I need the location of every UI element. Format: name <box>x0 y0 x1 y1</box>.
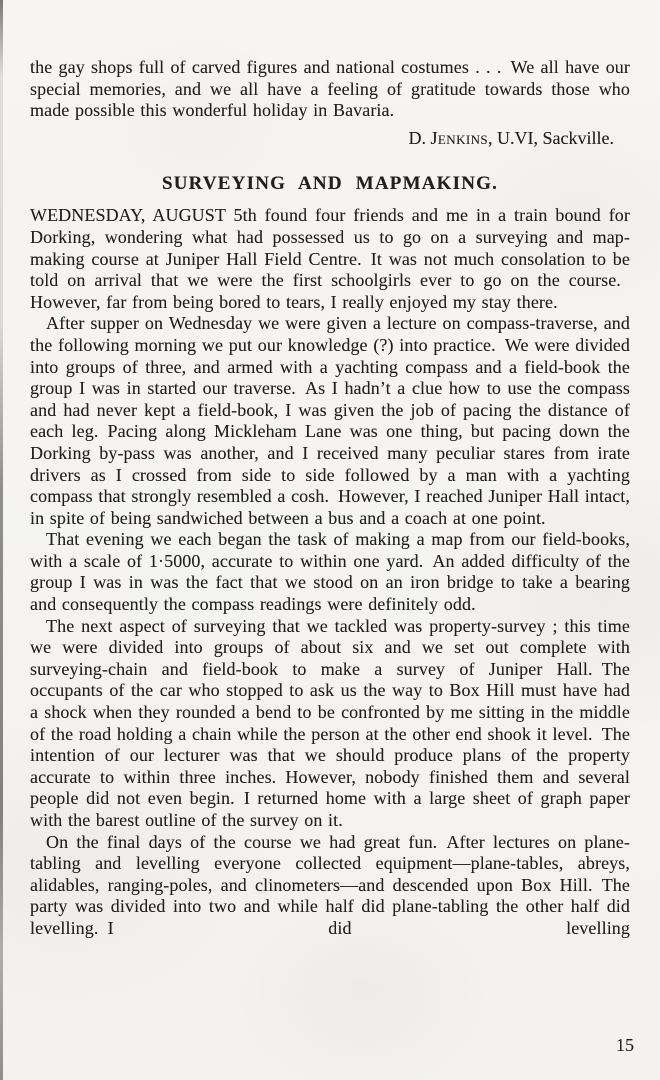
article-heading: SURVEYING AND MAPMAKING. <box>161 173 499 195</box>
text-column <box>30 57 630 940</box>
attribution-author-name: Jenkins <box>430 127 489 148</box>
article-paragraph-4: The next aspect of surveying that we tackled was property-survey ; this time we were divided into groups of about six and we set out complete with surveying-chain and field-book to make a survey of Juniper Hall. The occupants of the car who stopped to ask us the way to Box Hill must have had a shock when they rounded a bend to be confronted by me sitting in the middle of the road holding a chain while the person at the other end shook it level. The intention of our lecturer was that we should produce plans of the property accurate to within three inches. However, nobody finished them and several people did not even begin. I returned home with a large sheet of graph paper with the barest outline of the survey on it. <box>30 615 630 830</box>
article-paragraph-5: On the final days of the course we had great fun. After lectures on plane-tabling and levelling everyone collected equipment—plane-tables, abreys, alidables, ranging-poles, and clinometers—and descended upon Box Hill. The party was divided into two and while half did plane-tabling the other half did levelling. I did levelling <box>30 831 630 938</box>
intro-paragraph: the gay shops full of carved figures and national costumes . . . We all have our special memories, and we all have a feeling of gratitude towards those who made possible this wonderful holiday in Bavaria. <box>30 57 630 121</box>
article-paragraph-3: That evening we each began the task of making a map from our field-books, with a scale of 1·5000, accurate to within one yard. An added difficulty of the group I was in was the fact that we stood on an iron bridge to take a bearing and consequently the compass readings were definitely odd. <box>30 529 630 615</box>
article-paragraph-1: WEDNESDAY, AUGUST 5th found four friends and me in a train bound for Dorking, wondering what had possessed us to go on a surveying and map-making course at Juniper Hall Field Centre. It was not much consolation to be told on arrival that we were the first schoolgirls ever to go on the course. However, far from being bored to tears, I really enjoyed my stay there. <box>30 205 630 312</box>
attribution-prefix: D. <box>408 127 431 148</box>
attribution-suffix: , U.VI, Sackville. <box>488 127 614 148</box>
article-paragraph-2: After supper on Wednesday we were given a lecture on compass-traverse, and the following morning we put our knowledge (?) into practice. We were divided into groups of three, and armed with a yachting compass and a field-book the group I was in started our traverse. As I hadn’t a clue how to use the compass and had never kept a field-book, I was given the job of pacing the distance of each leg. Pacing along Mickleham Lane was one thing, but pacing down the Dorking by-pass was another, and I received many peculiar stares from irate drivers as I crossed from side to side followed by a man with a yachting compass that strongly resembled a cosh. However, I reached Juniper Hall intact, in spite of being sandwiched between a bus and a coach at one point. <box>30 313 630 528</box>
page-number: 15 <box>616 1035 634 1055</box>
attribution-line <box>30 128 614 150</box>
scan-edge-shadow <box>0 0 3 1080</box>
